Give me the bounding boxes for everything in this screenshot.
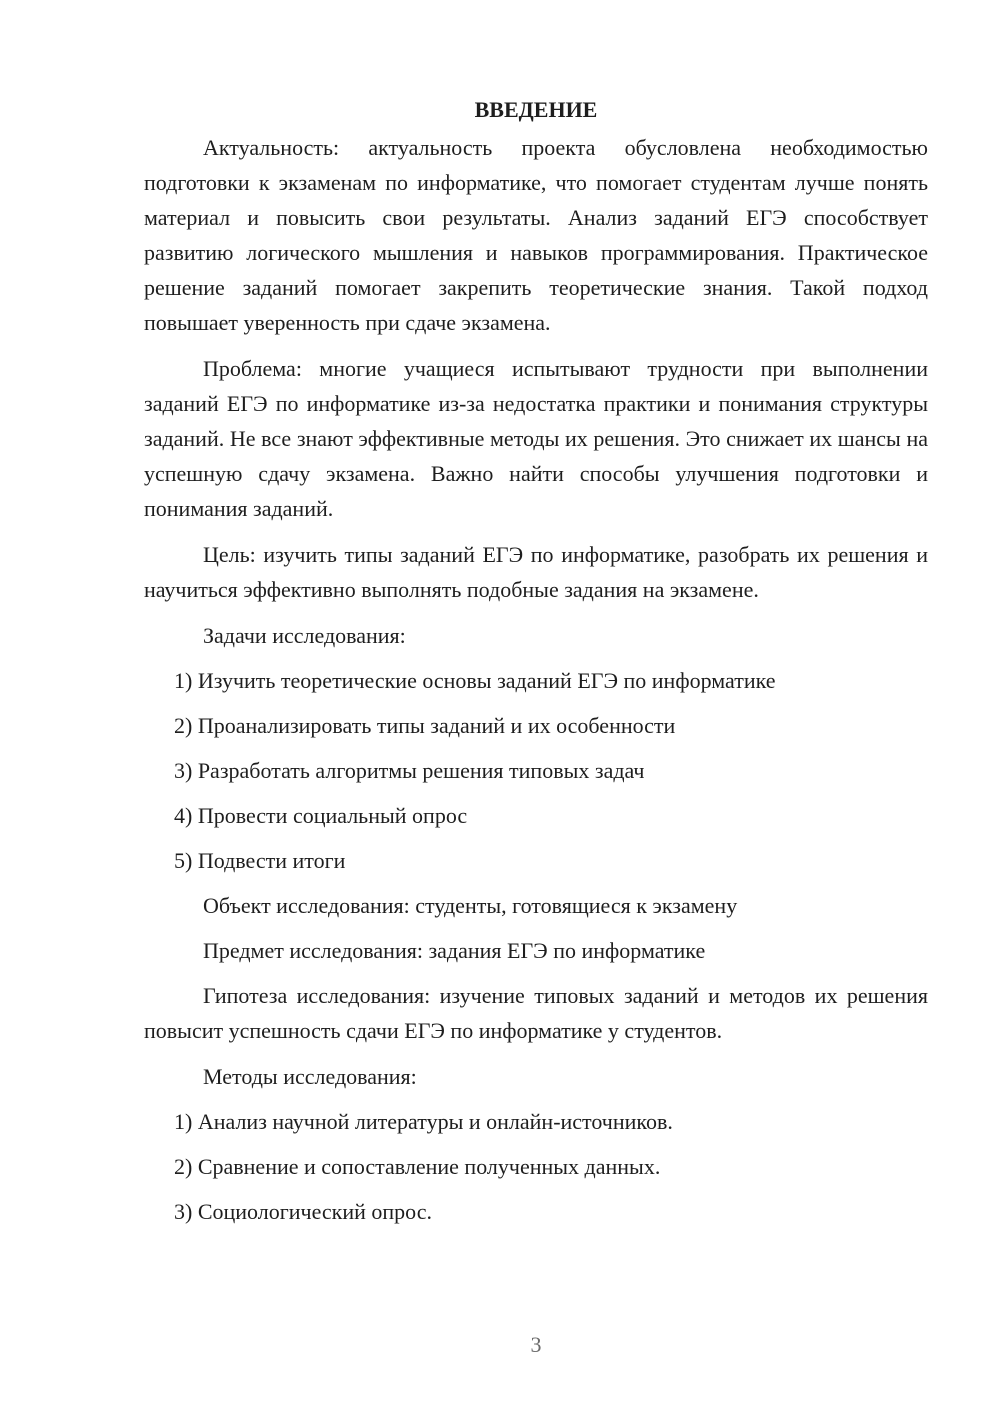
problem-paragraph: Проблема: многие учащиеся испытывают трудности при выполнении заданий ЕГЭ по информатике из-за недостатка практики и понимания структуры заданий. Не все знают эффективные методы их решения. Это снижает их шансы на успешную сдачу экзамена. Важно найти способы улучшения подготовки и понимания заданий. [144, 356, 928, 521]
task-item: 3) Разработать алгоритмы решения типовых задач [174, 758, 645, 783]
task-item: 4) Провести социальный опрос [174, 803, 468, 828]
task-item: 1) Изучить теоретические основы заданий ЕГЭ по информатике [174, 668, 776, 693]
document-page [144, 92, 928, 1239]
method-item: 1) Анализ научной литературы и онлайн-источников. [174, 1109, 673, 1134]
research-subject: Предмет исследования: задания ЕГЭ по информатике [203, 938, 706, 963]
method-item: 3) Социологический опрос. [174, 1199, 432, 1224]
goal-paragraph: Цель: изучить типы заданий ЕГЭ по информатике, разобрать их решения и научиться эффективно выполнять подобные задания на экзамене. [144, 542, 928, 602]
section-title: ВВЕДЕНИЕ [474, 97, 598, 122]
relevance-paragraph: Актуальность: актуальность проекта обусловлена необходимостью подготовки к экзаменам по информатике, что помогает студентам лучше понять материал и повысить свои результаты. Анализ заданий ЕГЭ способствует развитию логического мышления и навыков программирования. Практическое решение заданий помогает закрепить теоретические знания. Такой подход повышает уверенность при сдаче экзамена. [144, 135, 928, 335]
method-item: 2) Сравнение и сопоставление полученных данных. [174, 1154, 661, 1179]
hypothesis-paragraph: Гипотеза исследования: изучение типовых заданий и методов их решения повысит успешность сдачи ЕГЭ по информатике у студентов. [144, 983, 928, 1043]
tasks-list [144, 663, 928, 878]
page-number: 3 [530, 1332, 542, 1357]
task-item: 2) Проанализировать типы заданий и их особенности [174, 713, 676, 738]
methods-list [144, 1104, 928, 1229]
methods-label: Методы исследования: [203, 1064, 417, 1089]
tasks-label: Задачи исследования: [203, 623, 406, 648]
research-object: Объект исследования: студенты, готовящиеся к экзамену [203, 893, 738, 918]
task-item: 5) Подвести итоги [174, 848, 346, 873]
